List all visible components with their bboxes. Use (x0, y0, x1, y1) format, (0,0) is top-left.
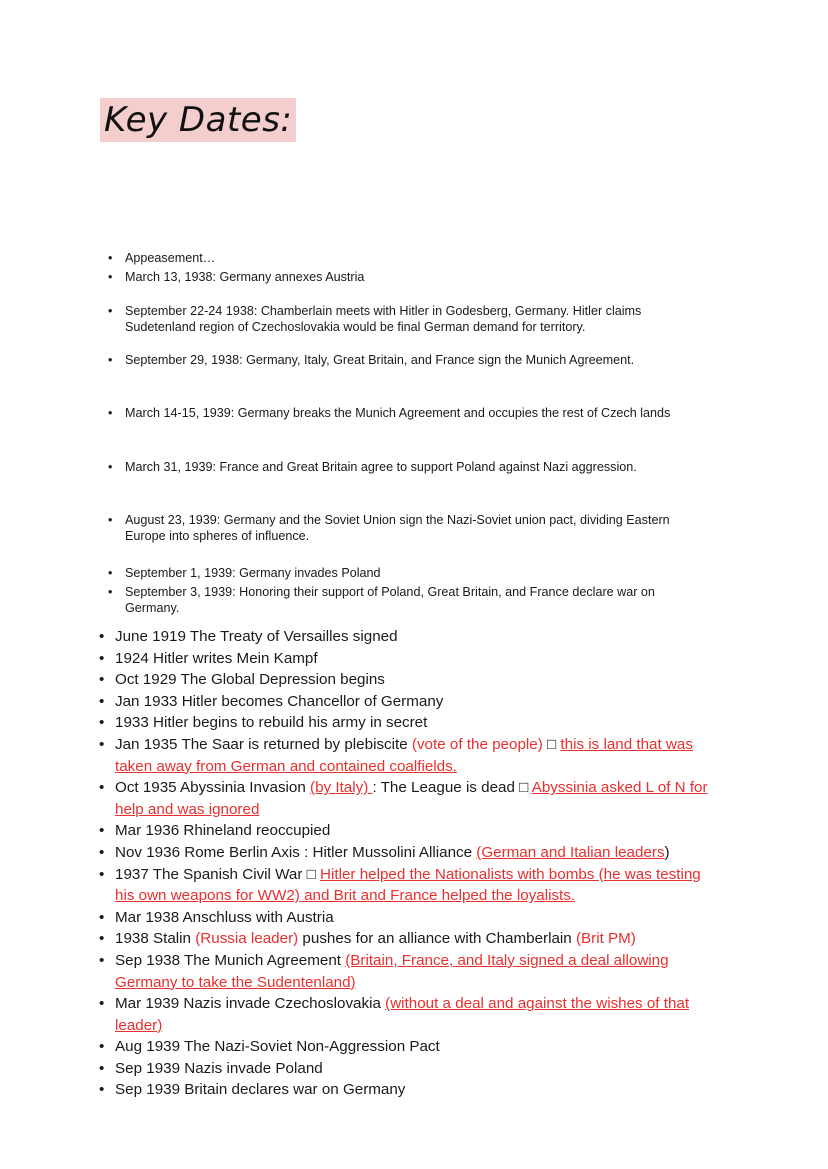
item-text: Jan 1935 The Saar is returned by plebiscite (115, 735, 412, 753)
item-text: 1933 Hitler begins to rebuild his army in secret (115, 714, 428, 732)
list-item (115, 993, 720, 1036)
item-text: □ (542, 735, 561, 753)
item-text: : The League is dead □ (372, 779, 532, 797)
annotation-text: Abyssinia asked L of N for help and was ignored (115, 779, 708, 818)
list-item: • September 3, 1939: Honoring their support of Poland, Great Britain, and France declare war on Germany. (125, 585, 685, 616)
list-item (115, 864, 720, 907)
list-item: • March 13, 1938: Germany annexes Austria (125, 270, 685, 286)
item-text: Mar 1939 Nazis invade Czechoslovakia (115, 995, 386, 1013)
list-item (115, 950, 720, 993)
key-dates-list-lower (0, 626, 828, 1101)
annotation-text: (Brit PM) (575, 930, 636, 948)
list-item: • Appeasement… (125, 251, 685, 267)
list-item (115, 777, 720, 820)
list-item (115, 626, 720, 648)
list-item (115, 734, 720, 777)
item-text: 1924 Hitler writes Mein Kampf (115, 649, 318, 667)
item-text: Nov 1936 Rome Berlin Axis : Hitler Mussolini Alliance (115, 843, 477, 861)
list-item (115, 648, 720, 670)
item-text: pushes for an alliance with Chamberlain (298, 930, 576, 948)
list-item (115, 1036, 720, 1058)
list-item: • September 22-24 1938: Chamberlain meets with Hitler in Godesberg, Germany. Hitler claims Sudetenland region of Czechoslovakia would be final German demand for territory. (125, 304, 685, 335)
list-item (115, 928, 720, 950)
list-item (115, 691, 720, 713)
annotation-text: Hitler helped the Nationalists with bombs (he was testing his own weapons for WW2) and Brit and France helped the loyalists. (115, 865, 701, 905)
item-text: Oct 1935 Abyssinia Invasion (115, 779, 311, 797)
list-item (115, 1079, 720, 1101)
item-text: ) (664, 843, 670, 861)
list-item: • March 31, 1939: France and Great Britain agree to support Poland against Nazi aggression. (125, 460, 685, 476)
annotation-text: (Russia leader) (195, 930, 299, 948)
item-text: Sep 1939 Britain declares war on Germany (115, 1081, 406, 1099)
annotation-text: (German and Italian leaders (476, 843, 665, 861)
list-item (115, 1058, 720, 1080)
item-text: 1937 The Spanish Civil War □ (115, 865, 321, 883)
item-text: Sep 1939 Nazis invade Poland (115, 1059, 323, 1077)
annotation-text: (vote of the people) (411, 735, 543, 753)
item-text: Aug 1939 The Nazi-Soviet Non-Aggression Pact (115, 1038, 440, 1056)
annotation-text: (Britain, France, and Italy signed a deal allowing Germany to take the Sudentenland) (115, 951, 669, 991)
list-item (115, 907, 720, 929)
list-item: • September 29, 1938: Germany, Italy, Great Britain, and France sign the Munich Agreement. (125, 353, 685, 369)
item-text: Oct 1929 The Global Depression begins (115, 671, 385, 689)
list-item: • March 14-15, 1939: Germany breaks the Munich Agreement and occupies the rest of Czech lands (125, 406, 685, 422)
item-text: Jan 1933 Hitler becomes Chancellor of Germany (115, 692, 444, 710)
item-text: Mar 1938 Anschluss with Austria (115, 908, 334, 926)
item-text: Mar 1936 Rhineland reoccupied (115, 822, 331, 840)
list-item (115, 842, 720, 864)
list-item: • August 23, 1939: Germany and the Soviet Union sign the Nazi-Soviet union pact, dividing Eastern Europe into spheres of influence. (125, 513, 685, 544)
annotation-text: this is land that was taken away from German and contained coalfields. (115, 735, 693, 775)
annotation-text: (without a deal and against the wishes of that leader) (115, 995, 690, 1034)
list-item: • September 1, 1939: Germany invades Poland (125, 566, 685, 582)
page-title: Key Dates: (100, 98, 296, 142)
list-item (115, 712, 720, 734)
annotation-text: (by Italy) (310, 779, 373, 797)
list-item (115, 669, 720, 691)
item-text: 1938 Stalin (115, 930, 196, 948)
item-text: June 1919 The Treaty of Versailles signed (115, 628, 398, 645)
list-item (115, 820, 720, 842)
item-text: Sep 1938 The Munich Agreement (115, 951, 346, 969)
